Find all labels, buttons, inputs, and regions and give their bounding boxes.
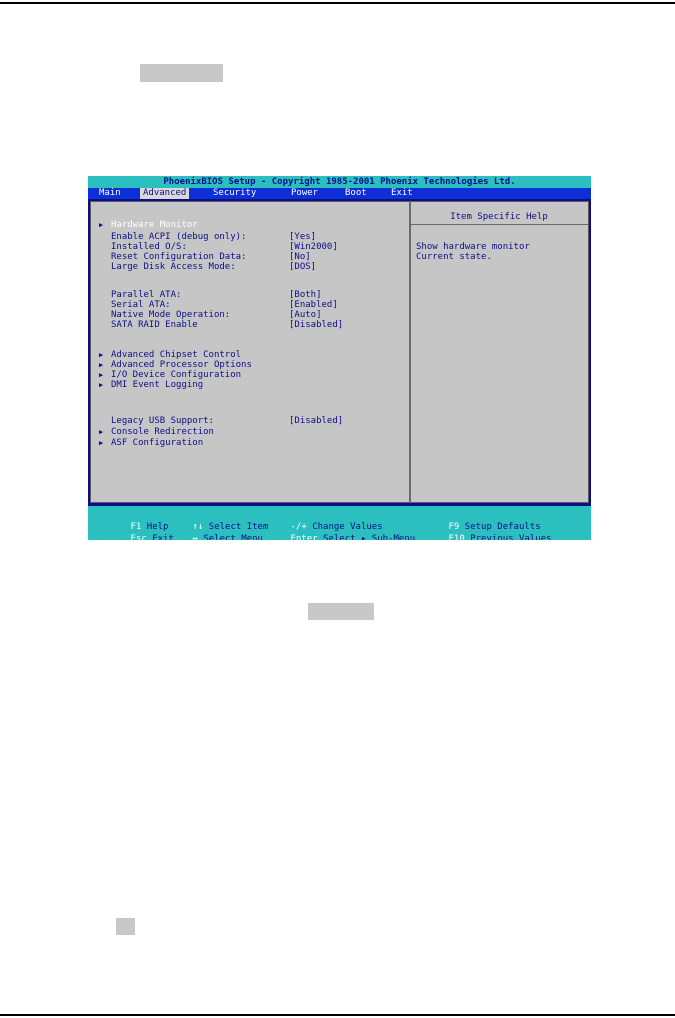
row-asf-config[interactable] (99, 438, 204, 448)
row-value[interactable]: [Enabled] (289, 300, 338, 310)
footer-key-change-values: -/+ Change Values (290, 522, 383, 532)
row-value[interactable]: [Both] (289, 290, 322, 300)
submenu-arrow-icon: ▶ (99, 439, 104, 447)
row-label: Console Redirection (111, 427, 214, 437)
row-console-redirection[interactable] (99, 427, 214, 437)
row-value[interactable]: [DOS] (289, 262, 317, 272)
row-reset-config[interactable] (99, 252, 311, 262)
row-value[interactable]: [Yes] (289, 232, 317, 242)
row-large-disk[interactable] (99, 262, 317, 272)
menu-boot[interactable]: Boot (345, 188, 367, 198)
row-label: Installed O/S: (111, 242, 187, 252)
footer-key-help: F1 Help (130, 522, 169, 532)
footer-key-previous-values: F10 Previous Values (448, 534, 552, 540)
menu-power[interactable]: Power (291, 188, 319, 198)
footer-key-exit: Esc Exit (130, 534, 174, 540)
row-hardware-monitor[interactable] (99, 220, 198, 230)
row-installed-os[interactable] (99, 242, 338, 252)
footer-key-enter: Enter Select ▸ Sub-Menu (290, 534, 416, 540)
row-label: Advanced Chipset Control (111, 350, 242, 360)
bios-menu-bar (88, 188, 591, 199)
help-title: Item Specific Help (450, 212, 548, 222)
row-label: DMI Event Logging (111, 380, 204, 390)
bottom-rule (0, 1014, 675, 1016)
help-text: Show hardware monitor Current state. (416, 242, 530, 262)
submenu-arrow-icon: ▶ (99, 428, 104, 436)
bios-title: PhoenixBIOS Setup - Copyright 1985-2001 Phoenix Technologies Ltd. (88, 176, 591, 188)
row-label: Legacy USB Support: (111, 416, 214, 426)
row-label: Native Mode Operation: (111, 310, 231, 320)
row-native-mode[interactable] (99, 310, 322, 320)
row-label: SATA RAID Enable (111, 320, 198, 330)
submenu-arrow-icon: ▶ (99, 361, 104, 369)
help-separator (411, 224, 588, 225)
row-label: Advanced Processor Options (111, 360, 252, 370)
row-value[interactable]: [Auto] (289, 310, 322, 320)
row-serial-ata[interactable] (99, 300, 338, 310)
row-label: Parallel ATA: (111, 290, 182, 300)
menu-security[interactable]: Security (213, 188, 257, 198)
row-legacy-usb[interactable] (99, 416, 344, 426)
bios-screenshot (88, 176, 591, 540)
row-label: Serial ATA: (111, 300, 171, 310)
row-adv-processor[interactable] (99, 360, 252, 370)
row-adv-chipset[interactable] (99, 350, 242, 360)
row-label: Enable ACPI (debug only): (111, 232, 247, 242)
highlight-block-1 (140, 64, 223, 82)
menu-exit[interactable]: Exit (391, 188, 413, 198)
row-value[interactable]: [Disabled] (289, 416, 344, 426)
footer-key-select-item: ↑↓ Select Item (192, 522, 269, 532)
row-value[interactable]: [No] (289, 252, 311, 262)
row-parallel-ata[interactable] (99, 290, 322, 300)
highlight-block-2 (308, 603, 374, 620)
submenu-arrow-icon: ▶ (99, 381, 104, 389)
row-label: Large Disk Access Mode: (111, 262, 236, 272)
menu-advanced[interactable]: Advanced (140, 188, 189, 199)
panel-divider (409, 201, 411, 503)
submenu-arrow-icon: ▶ (99, 371, 104, 379)
menu-main[interactable]: Main (99, 188, 121, 198)
row-label: I/O Device Configuration (111, 370, 242, 380)
row-io-device[interactable] (99, 370, 242, 380)
row-enable-acpi[interactable] (99, 232, 317, 242)
footer-key-select-menu: ↔ Select Menu (192, 534, 263, 540)
row-label: Hardware Monitor (111, 220, 198, 230)
row-value[interactable]: [Win2000] (289, 242, 338, 252)
top-rule (0, 2, 675, 4)
submenu-arrow-icon: ▶ (99, 221, 104, 229)
row-label: Reset Configuration Data: (111, 252, 247, 262)
bios-footer (88, 506, 591, 540)
row-sata-raid[interactable] (99, 320, 344, 330)
row-value[interactable]: [Disabled] (289, 320, 344, 330)
highlight-block-3 (116, 918, 135, 935)
row-label: ASF Configuration (111, 438, 204, 448)
footer-key-setup-defaults: F9 Setup Defaults (448, 522, 541, 532)
row-dmi-event[interactable] (99, 380, 204, 390)
submenu-arrow-icon: ▶ (99, 351, 104, 359)
